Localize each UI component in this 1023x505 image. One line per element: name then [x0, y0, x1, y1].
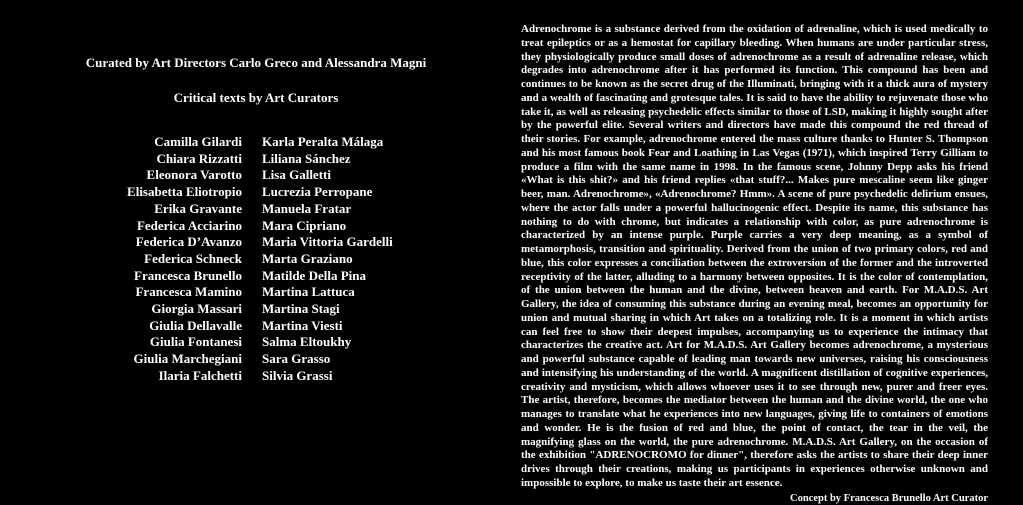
curator-row: [0, 218, 512, 235]
curator-name: Manuela Fratar: [262, 200, 352, 216]
curator-row: [0, 334, 512, 351]
curator-name: Martina Stagi: [262, 301, 340, 317]
credits-panel: [0, 0, 512, 500]
curator-name: Liliana Sánchez: [262, 150, 351, 166]
curator-row: [0, 301, 512, 318]
curator-row: [0, 167, 512, 184]
curator-name: Ilaria Falchetti: [158, 367, 242, 383]
curator-name: Francesca Mamino: [135, 284, 242, 300]
curator-name: Martina Viesti: [262, 317, 343, 333]
curator-name: Giulia Fontanesi: [149, 334, 242, 350]
curator-name: Giulia Marchegiani: [133, 351, 242, 367]
curator-name: Federica D’Avanzo: [135, 234, 242, 250]
curator-name: Erika Gravante: [154, 200, 242, 216]
curator-row: [0, 268, 512, 285]
curator-name: Sara Grasso: [262, 351, 331, 367]
curator-row: [0, 318, 512, 335]
curator-name: Marta Graziano: [262, 250, 353, 266]
curator-row: [0, 284, 512, 301]
curator-row: [0, 351, 512, 368]
curator-name: Federica Schneck: [144, 250, 242, 266]
curator-name: Karla Peralta Málaga: [262, 134, 384, 149]
curator-name: Francesca Brunello: [134, 267, 242, 283]
curator-name: Lisa Galletti: [262, 167, 331, 183]
curator-name: Martina Lattuca: [262, 284, 355, 300]
curator-name: Camilla Gilardi: [154, 134, 242, 149]
curator-name: Giorgia Massari: [151, 301, 242, 317]
concept-credit-line: Concept by Francesca Brunello Art Curator: [789, 492, 988, 504]
curator-name: Chiara Rizzatti: [156, 150, 242, 166]
curator-name: Salma Eltoukhy: [262, 334, 352, 350]
curator-row: [0, 251, 512, 268]
curator-name: Mara Cipriano: [262, 217, 347, 233]
curator-name: Eleonora Varotto: [146, 167, 242, 183]
adrenochrome-essay-text: Adrenochrome is a substance derived from the oxidation of adrenaline, which is used medically to treat epileptics or as a hemostat for capillary bleeding. When humans are under particular stress, they physiologically produce small doses of adrenochrome as a result of adrenaline release, which degrades into adrenochrome after it has performed its function. This compound has been and continues to be known as the secret drug of the Illuminati, bringing with it a thick aura of mystery and a wealth of fascinating and grotesque tales. It is said to have the ability to rejuvenate those who take it, as well as releasing psychedelic effects similar to those of LSD, making it highly sought after by the powerful elite. Several writers and directors have made this compound the red thread of their stories. For example, adrenochrome entered the mass culture thanks to Hunter S. Thompson and his most famous book Fear and Loathing in Las Vegas (1971), which inspired Terry Gilliam to produce a film with the same name in 1998. In the famous scene, Johnny Depp asks his friend «What is this shit?» and his friend replies «that stuff?... Makes pure mescaline seem like ginger beer, man. Adrenochrome», «Adrenochrome? Hmm». A scene of pure psychedelic delirium ensues, where the actor falls under a powerful hallucinogenic effect. Despite its name, this substance has nothing to do with chrome, but indicates a relationship with color, as pure adrenochrome is characterized by an intense purple. Purple carries a very deep meaning, as a symbol of metamorphosis, transition and spirituality. Derived from the union of two primary colors, red and blue, this color expresses a conciliation between the extroversion of the former and the introverted receptivity of the latter, alluding to a harmony between opposites. It is the color of contemplation, of the union between the human and the divine, between heaven and earth. For M.A.D.S. Art Gallery, the idea of consuming this substance during an evening meal, becomes an opportunity for union and mutual sharing in which Art takes on a totalizing role. It is a moment in which artists can feel free to show their deepest impulses, accompanying us to experience the intimacy that characterizes the creative act. Art for M.A.D.S. Art Gallery becomes adrenochrome, a mysterious and powerful substance capable of leading man towards new universes, raising his consciousness and intensifying his understanding of the world. A magnificent distillation of cognitive experiences, creativity and mysticism, which allows whoever uses it to see through new, purer and freer eyes. The artist, therefore, becomes the mediator between the human and the divine world, the one who manages to translate what he experiences into new languages, giving life to containers of emotions and wonder. He is the fusion of red and blue, the point of contact, the tear in the veil, the magnifying glass on the world, the pure adrenochrome. M.A.D.S. Art Gallery, on the occasion of the exhibition "ADRENOCROMO for dinner", therefore asks the artists to share their deep inner drives through their creations, making us participants in experiences otherwise unknown and impossible to explore, to make us taste their art essence.: [521, 23, 988, 489]
curator-name: Giulia Dellavalle: [149, 317, 242, 333]
curator-row: [0, 201, 512, 218]
critical-text-panel: [521, 23, 988, 505]
curator-row: [0, 134, 512, 151]
curator-row: [0, 151, 512, 168]
curator-name: Elisabetta Eliotropio: [127, 184, 242, 200]
curated-by-heading: Curated by Art Directors Carlo Greco and Alessandra Magni: [85, 55, 427, 70]
curator-name: Silvia Grassi: [262, 367, 333, 383]
curator-row: [0, 368, 512, 385]
curator-name: Matilde Della Pina: [262, 267, 366, 283]
curator-row: [0, 184, 512, 201]
curator-row: [0, 234, 512, 251]
curator-name: Lucrezia Perropane: [262, 184, 373, 200]
critical-texts-heading: Critical texts by Art Curators: [173, 90, 339, 105]
curator-name: Maria Vittoria Gardelli: [262, 234, 393, 250]
curator-name: Federica Acciarino: [136, 217, 242, 233]
curators-name-list: [0, 134, 512, 385]
